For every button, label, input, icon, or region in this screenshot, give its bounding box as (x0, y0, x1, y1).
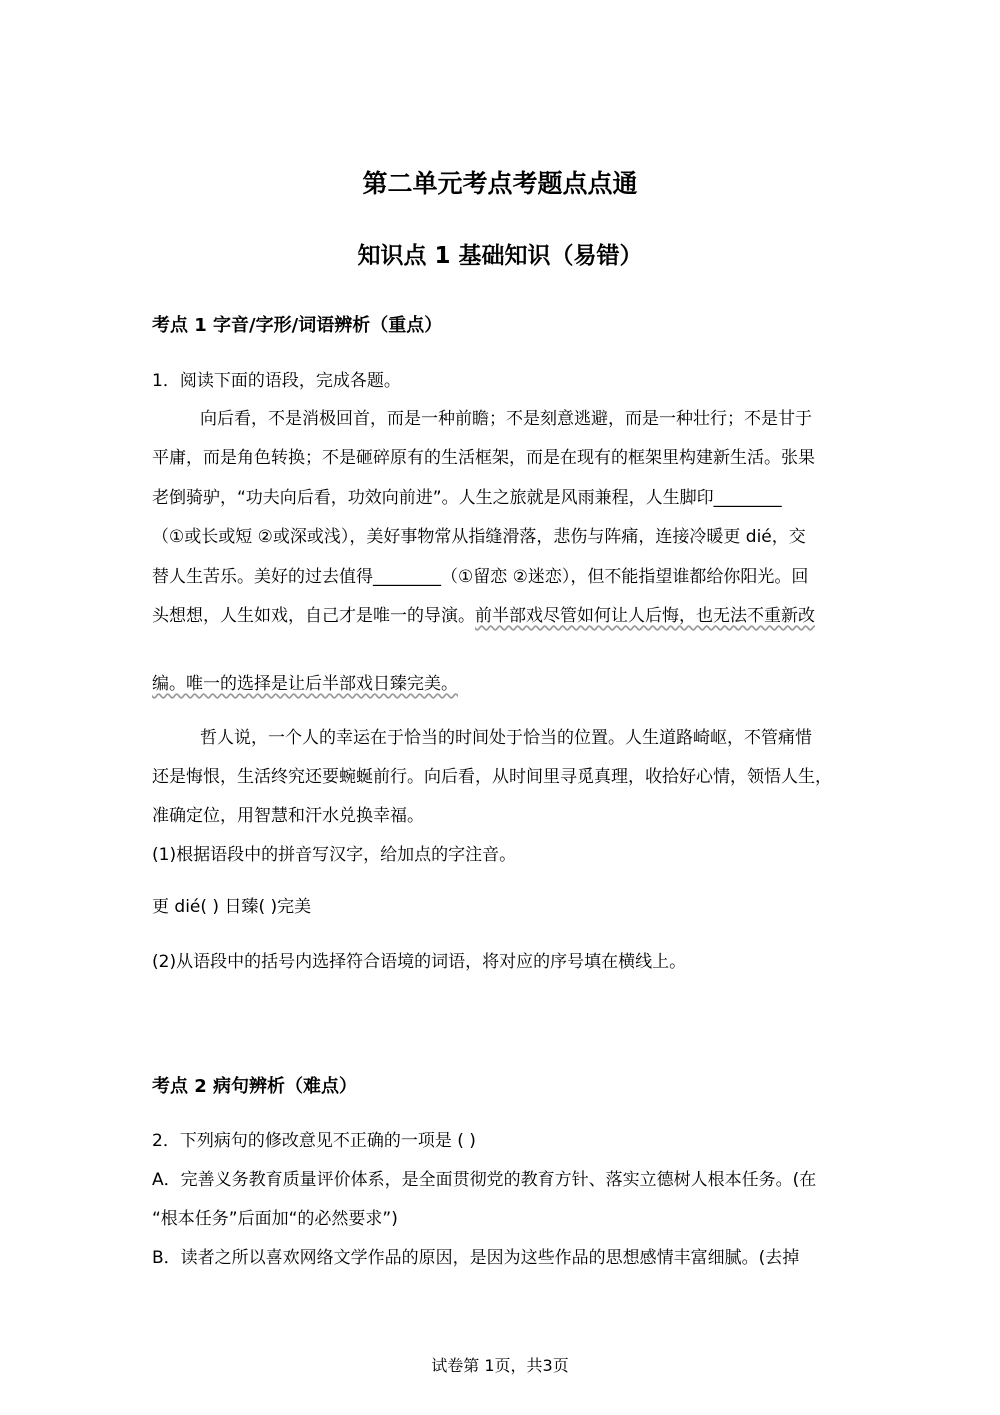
subquestion-2: (2)从语段中的括号内选择符合语境的词语，将对应的序号填在横线上。 (152, 952, 687, 972)
subquestion-1: (1)根据语段中的拼音写汉字，给加点的字注音。 (152, 845, 517, 865)
subquestion-1-answer-blanks: 更 dié( ) 日臻( )完美 (152, 897, 312, 917)
passage1-line: 平庸，而是角色转换；不是砸碎原有的生活框架，而是在现有的框架里构建新生活。张果 (152, 448, 815, 468)
passage1-line (152, 673, 458, 695)
passage2-line: 还是悔恨，生活终究还要蜿蜒前行。向后看，从时间里寻觅真理，收拾好心情，领悟人生， (152, 767, 832, 787)
underlined-sentence: 前半部戏尽管如何让人后悔，也无法不重新改 (475, 606, 815, 626)
underlined-sentence: 编。唯一的选择是让后半部戏日臻完美。 (152, 674, 458, 694)
page-footer: 试卷第 1页，共3页 (431, 1356, 569, 1375)
question2-stem: 2．下列病句的修改意见不正确的一项是 ( ) (152, 1131, 476, 1151)
option-a-line: A．完善义务教育质量评价体系，是全面贯彻党的教育方针、落实立德树人根本任务。(在 (152, 1170, 817, 1190)
passage2-line: 准确定位，用智慧和汗水兑换幸福。 (152, 806, 424, 826)
option-a-line: “根本任务”后面加“的必然要求”) (152, 1209, 398, 1229)
knowledge-point-title: 知识点 1 基础知识（易错） (357, 243, 643, 269)
passage1-line: （①或长或短 ②或深或浅），美好事物常从指缝滑落，悲伤与阵痛，连接冷暖更 dié，交 (152, 527, 806, 547)
passage1-line: 向后看，不是消极回首，而是一种前瞻；不是刻意逃避，而是一种壮行；不是甘于 (200, 409, 812, 429)
section1-heading: 考点 1 字音/字形/词语辨析（重点） (152, 315, 443, 336)
passage1-line: 替人生苦乐。美好的过去值得________（①留恋 ②迷恋），但不能指望谁都给你阳光。回 (152, 567, 809, 587)
option-b-line: B．读者之所以喜欢网络文学作品的原因，是因为这些作品的思想感情丰富细腻。(去掉 (152, 1248, 800, 1268)
passage1-line-text: 头想想，人生如戏，自己才是唯一的导演。 (152, 606, 475, 626)
passage2-line: 哲人说，一个人的幸运在于恰当的时间处于恰当的位置。人生道路崎岖，不管痛惜 (200, 728, 812, 748)
section2-heading: 考点 2 病句辨析（难点） (152, 1076, 358, 1097)
passage1-line (152, 605, 815, 627)
passage1-line: 老倒骑驴，“功夫向后看，功效向前进”。人生之旅就是风雨兼程，人生脚印________ (152, 488, 782, 508)
page-title: 第二单元考点考题点点通 (362, 169, 638, 198)
question1-stem: 1．阅读下面的语段，完成各题。 (152, 371, 401, 391)
